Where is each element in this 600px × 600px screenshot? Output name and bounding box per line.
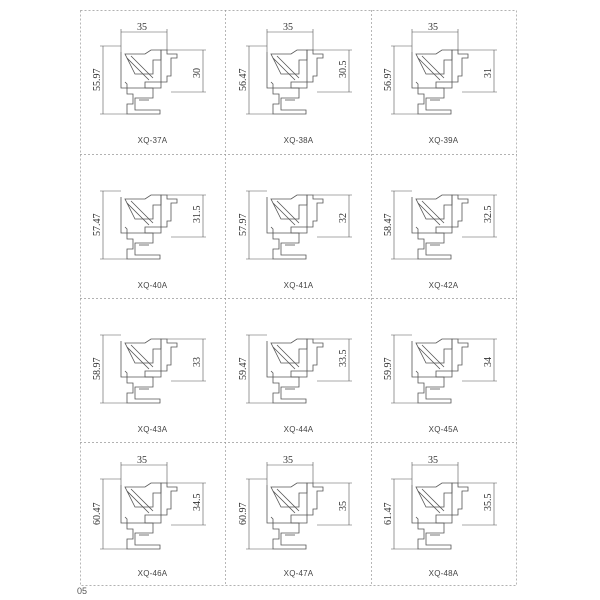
profile-drawing <box>226 299 371 443</box>
profile-drawing <box>80 443 225 587</box>
profile-cross-section <box>412 339 468 403</box>
profile-cross-section <box>267 50 323 114</box>
right-height-dimension: 35.5 <box>483 493 494 511</box>
profile-cell <box>371 10 516 154</box>
profile-code: XQ-39A <box>428 136 459 145</box>
profile-code: XQ-47A <box>283 569 314 578</box>
catalog-sheet <box>80 10 517 586</box>
top-width-dimension: 35 <box>283 22 293 33</box>
overall-height-dimension: 56.47 <box>238 68 249 91</box>
profile-cross-section <box>412 483 468 549</box>
profile-drawing <box>371 10 516 154</box>
right-height-dimension: 34.5 <box>192 493 203 511</box>
profile-cell <box>80 10 225 154</box>
profile-drawing <box>371 443 516 587</box>
right-height-dimension: 32 <box>338 213 349 223</box>
profile-cross-section <box>267 195 323 259</box>
profile-code: XQ-43A <box>137 425 168 434</box>
profile-code: XQ-41A <box>283 281 314 290</box>
page-number: 05 <box>77 586 88 596</box>
profile-cell <box>371 443 516 587</box>
overall-height-dimension: 57.97 <box>238 213 249 236</box>
profile-drawing <box>80 10 225 154</box>
right-height-dimension: 34 <box>483 357 494 367</box>
overall-height-dimension: 56.97 <box>383 68 394 91</box>
profile-drawing <box>226 155 371 299</box>
profile-cell <box>226 155 371 299</box>
overall-height-dimension: 57.47 <box>92 213 103 236</box>
profile-cell <box>226 10 371 154</box>
right-height-dimension: 30.5 <box>338 60 349 78</box>
top-width-dimension: 35 <box>137 22 147 33</box>
profile-cell <box>226 299 371 443</box>
profile-cell <box>371 155 516 299</box>
right-height-dimension: 30 <box>192 68 203 78</box>
profile-cross-section <box>121 339 177 403</box>
profile-cell <box>80 443 225 587</box>
profile-code: XQ-37A <box>137 136 168 145</box>
profile-cell <box>80 299 225 443</box>
profile-code: XQ-38A <box>283 136 314 145</box>
overall-height-dimension: 55.97 <box>92 68 103 91</box>
overall-height-dimension: 59.47 <box>238 357 249 380</box>
profile-cross-section <box>267 483 323 549</box>
profile-code: XQ-40A <box>137 281 168 290</box>
right-height-dimension: 32.5 <box>483 205 494 223</box>
profile-code: XQ-44A <box>283 425 314 434</box>
top-width-dimension: 35 <box>283 455 293 466</box>
profile-cross-section <box>267 339 323 403</box>
right-height-dimension: 35 <box>338 501 349 511</box>
profile-code: XQ-48A <box>428 569 459 578</box>
profile-cell <box>80 155 225 299</box>
profile-drawing <box>80 299 225 443</box>
profile-cross-section <box>412 195 468 259</box>
overall-height-dimension: 61.47 <box>383 502 394 525</box>
right-height-dimension: 31.5 <box>192 205 203 223</box>
right-height-dimension: 31 <box>483 68 494 78</box>
overall-height-dimension: 58.47 <box>383 213 394 236</box>
right-height-dimension: 33.5 <box>338 349 349 367</box>
profile-drawing <box>80 155 225 299</box>
profile-code: XQ-45A <box>428 425 459 434</box>
overall-height-dimension: 58.97 <box>92 357 103 380</box>
profile-code: XQ-46A <box>137 569 168 578</box>
top-width-dimension: 35 <box>137 455 147 466</box>
profile-drawing <box>226 443 371 587</box>
overall-height-dimension: 60.97 <box>238 502 249 525</box>
profile-cross-section <box>121 483 177 549</box>
profile-code: XQ-42A <box>428 281 459 290</box>
profile-drawing <box>371 299 516 443</box>
profile-drawing <box>371 155 516 299</box>
profile-cell <box>226 443 371 587</box>
overall-height-dimension: 60.47 <box>92 502 103 525</box>
profile-cross-section <box>121 195 177 259</box>
top-width-dimension: 35 <box>428 455 438 466</box>
right-height-dimension: 33 <box>192 357 203 367</box>
profile-cell <box>371 299 516 443</box>
overall-height-dimension: 59.97 <box>383 357 394 380</box>
profile-cross-section <box>412 50 468 114</box>
profile-cross-section <box>121 50 177 114</box>
profile-drawing <box>226 10 371 154</box>
top-width-dimension: 35 <box>428 22 438 33</box>
